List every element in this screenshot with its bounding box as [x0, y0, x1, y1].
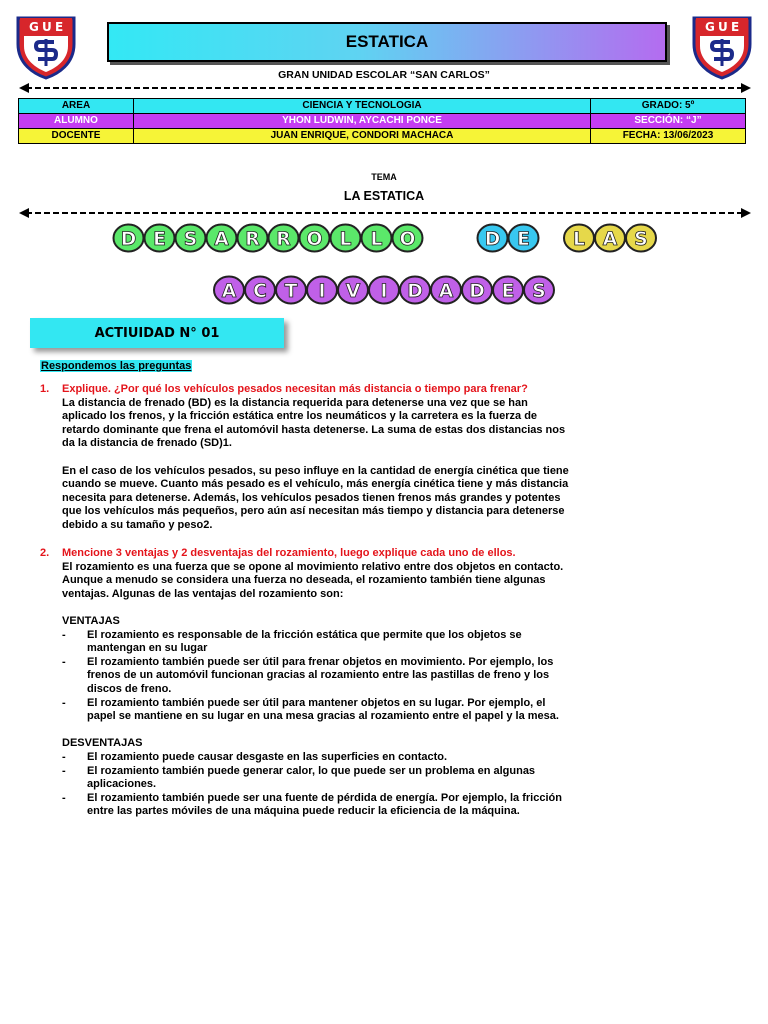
banner-letter: R: [245, 229, 260, 250]
answer-line: El rozamiento es una fuerza que se opone al movimiento relativo entre dos objetos en contacto.: [62, 560, 564, 573]
banner-letter: D: [120, 229, 137, 250]
activity-heading: ACTIUIDAD N° 01: [30, 318, 284, 348]
answer-line: cuando se mueve. Cuanto más pesado es el vehículo, más energía cinética tiene y más distancia: [62, 478, 569, 491]
logo-letter-u: U: [42, 20, 52, 34]
logo-letter-g: G: [29, 20, 39, 34]
question-1: [42, 383, 732, 533]
list-item-line: entre las partes móviles de una máquina puede reducir la eficiencia de la máquina.: [87, 805, 520, 818]
answer-line: que los vehículos más pequeños, pero aún así necesitan más tiempo y distancia para detenerse: [62, 505, 565, 518]
question-text: Mencione 3 ventajas y 2 desventajas del rozamiento, luego explique cada uno de ellos.: [62, 547, 516, 559]
info-extra: SECCIÓN: “J”: [591, 114, 746, 129]
banner-letter: L: [370, 229, 383, 250]
answer-line: Aunque a menudo se considera una fuerza no deseada, el rozamiento también tiene algunas: [62, 574, 546, 587]
list-item: - El rozamiento es responsable de la fricción estática que permite que los objetos se mantengan en su lugar: [62, 629, 732, 656]
info-value: YHON LUDWIN, AYCACHI PONCE: [134, 114, 591, 129]
banner-letter: L: [573, 229, 585, 250]
list-item: - El rozamiento también puede ser útil para frenar objetos en movimiento. Por ejemplo, los frenos de un automóvil funcionan gracias al rozamiento entre las pastillas de freno y los discos de freno.: [62, 656, 732, 697]
list-item: - El rozamiento también puede ser útil para mantener objetos en su lugar. Por ejemplo, el papel se mantiene en su lugar en una mesa gracias al rozamiento entre el papel y la mesa.: [62, 697, 732, 724]
banner-letter: L: [339, 229, 352, 250]
banner-letter: I: [318, 281, 326, 302]
banner-letter: O: [306, 229, 323, 250]
list-item: - El rozamiento también puede ser una fuente de pérdida de energía. Por ejemplo, la fricción entre las partes móviles de una máquina puede reducir la eficiencia de la máquina.: [62, 792, 732, 819]
info-row-area: [19, 99, 746, 114]
ventajas-heading: VENTAJAS: [62, 614, 120, 627]
banner-word: [214, 277, 554, 304]
banner-letter: C: [253, 281, 267, 302]
answer-line: ventajas. Algunas de las ventajas del rozamiento son:: [62, 587, 344, 600]
student-info-table: [18, 98, 746, 144]
banner-letter: S: [532, 281, 546, 302]
tema-title: LA ESTATICA: [343, 189, 425, 203]
info-extra: GRADO: 5º: [591, 99, 746, 114]
list-item-line: El rozamiento es responsable de la fricción estática que permite que los objetos se: [87, 628, 522, 641]
answer-line: necesita para detenerse. Además, los vehículos pesados tienen frenos más grandes y potentes: [62, 491, 561, 504]
activity-intro: Respondemos las preguntas: [41, 360, 192, 372]
banner-svg: [0, 220, 768, 310]
tema-label: TEMA: [371, 172, 397, 182]
banner-letter: V: [345, 281, 361, 302]
question-number: 2.: [40, 547, 50, 559]
list-item: - El rozamiento también puede generar calor, lo que puede ser un problema en algunas aplicaciones.: [62, 765, 732, 792]
info-row-docente: [19, 129, 746, 144]
banner-letter: E: [153, 229, 166, 250]
banner-word: [564, 225, 656, 252]
answer-line: debido a su tamaño y peso2.: [62, 518, 213, 531]
question-text: Explique. ¿Por qué los vehículos pesados necesitan más distancia o tiempo para frenar?: [62, 383, 528, 395]
banner-letter: D: [484, 229, 501, 250]
banner-letter: O: [399, 229, 416, 250]
list-item-line: El rozamiento también puede ser útil para frenar objetos en movimiento. Por ejemplo, los: [87, 655, 554, 668]
dashed-arrow-divider: [18, 81, 752, 95]
info-label: DOCENTE: [19, 129, 134, 144]
banner-letter: A: [221, 281, 237, 302]
list-item-line: aplicaciones.: [87, 778, 157, 791]
banner-letter: S: [634, 229, 648, 250]
banner-letter: S: [183, 229, 198, 250]
banner-letter: A: [214, 229, 229, 250]
list-item-line: El rozamiento también puede generar calor, lo que puede ser un problema en algunas: [87, 764, 536, 777]
banner-letter: A: [602, 229, 618, 250]
list-item-line: mantengan en su lugar: [87, 642, 208, 655]
list-item-line: frenos de un automóvil funcionan gracias al rozamiento entre las pastillas de freno y los: [87, 669, 550, 682]
info-extra: FECHA: 13/06/2023: [591, 129, 746, 144]
list-item-line: El rozamiento también puede ser útil para mantener objetos en su lugar. Por ejemplo, el: [87, 696, 546, 709]
banner-letter: I: [380, 281, 388, 302]
logo-letter-g: G: [705, 20, 715, 34]
info-value: CIENCIA Y TECNOLOGIA: [134, 99, 591, 114]
desventajas-heading: DESVENTAJAS: [62, 737, 143, 750]
banner-letter: E: [517, 229, 530, 250]
info-row-alumno: [19, 114, 746, 129]
banner-letter: T: [284, 281, 298, 302]
logo-letter-e: E: [55, 20, 64, 34]
answer-line: La distancia de frenado (BD) es la distancia requerida para detenerse una vez que se han: [62, 396, 528, 409]
answer-line: En el caso de los vehículos pesados, su peso influye en la cantidad de energía cinética que tiene: [62, 464, 569, 477]
banner-letter: R: [276, 229, 291, 250]
answer-line: retardo dominante que frena el automóvil hasta detenerse. La suma de estas dos distancias nos: [62, 423, 566, 436]
list-item-line: papel se mantiene en su lugar en una mesa gracias al rozamiento entre el papel y la mesa.: [87, 710, 559, 723]
answer-line: da la distancia de frenado (SD)1.: [62, 437, 232, 450]
banner-word: [114, 225, 423, 252]
question-number: 1.: [40, 383, 50, 395]
document-title: ESTATICA: [107, 22, 667, 62]
list-item: - El rozamiento puede causar desgaste en las superficies en contacto.: [62, 751, 732, 765]
list-item-line: discos de freno.: [87, 682, 172, 695]
info-label: ALUMNO: [19, 114, 134, 129]
activities-banner: [0, 220, 768, 315]
info-value: JUAN ENRIQUE, CONDORI MACHACA: [134, 129, 591, 144]
banner-letter: E: [501, 281, 515, 302]
banner-letter: D: [469, 281, 485, 302]
list-item-line: El rozamiento puede causar desgaste en las superficies en contacto.: [87, 750, 448, 763]
school-name: GRAN UNIDAD ESCOLAR “SAN CARLOS”: [278, 69, 490, 81]
banner-word: [478, 225, 539, 252]
dashed-arrow-divider: [18, 206, 752, 220]
info-label: AREA: [19, 99, 134, 114]
answer-line: aplicado los frenos, y la fricción estática entre los neumáticos y la carretera es la fuerza de: [62, 410, 538, 423]
logo-letter-e: E: [731, 20, 740, 34]
question-2: [42, 547, 732, 819]
logo-letter-u: U: [718, 20, 728, 34]
banner-letter: D: [407, 281, 423, 302]
list-item-line: El rozamiento también puede ser una fuente de pérdida de energía. Por ejemplo, la fricción: [87, 791, 562, 804]
banner-letter: A: [438, 281, 454, 302]
